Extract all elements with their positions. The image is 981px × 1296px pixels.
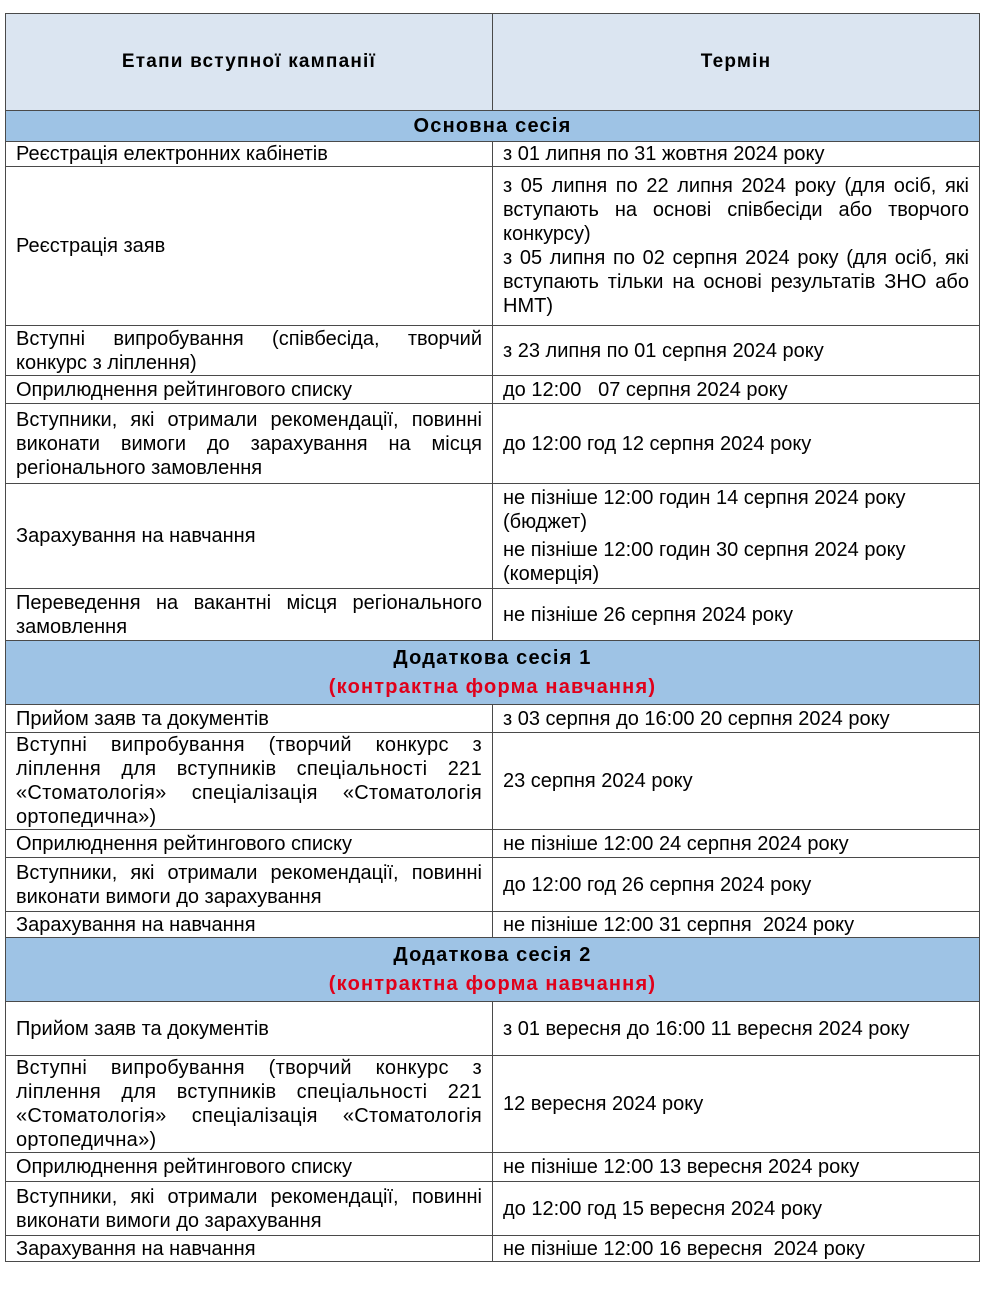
table-row bbox=[6, 484, 980, 589]
term-cell: не пізніше 12:00 31 серпня 2024 року bbox=[493, 912, 980, 938]
stage-cell: Реєстрація заяв bbox=[6, 167, 493, 326]
stage-cell: Вступники, які отримали рекомендації, повинні виконати вимоги до зарахування на місця регіонального замовлення bbox=[6, 404, 493, 484]
term-cell bbox=[493, 167, 980, 326]
table-header-row bbox=[6, 14, 980, 111]
session-title: Додаткова сесія 2 bbox=[393, 943, 592, 966]
header-term: Термін bbox=[493, 14, 980, 111]
table-row bbox=[6, 830, 980, 858]
header-stages: Етапи вступної кампанії bbox=[6, 14, 493, 111]
term-cell: не пізніше 12:00 16 вересня 2024 року bbox=[493, 1236, 980, 1262]
stage-cell: Прийом заяв та документів bbox=[6, 1002, 493, 1056]
stage-cell: Реєстрація електронних кабінетів bbox=[6, 142, 493, 167]
table-row bbox=[6, 589, 980, 641]
table-row bbox=[6, 858, 980, 912]
table-row bbox=[6, 733, 980, 830]
term-cell: 12 вересня 2024 року bbox=[493, 1056, 980, 1153]
table-row bbox=[6, 376, 980, 404]
term-cell: з 01 липня по 31 жовтня 2024 року bbox=[493, 142, 980, 167]
session-title-extra2 bbox=[6, 938, 980, 1002]
session-title: Основна сесія bbox=[413, 115, 572, 137]
table-row bbox=[6, 142, 980, 167]
session-subtitle: (контрактна форма навчання) bbox=[328, 675, 657, 698]
table-row bbox=[6, 1182, 980, 1236]
session-title-main bbox=[6, 111, 980, 142]
stage-cell: Вступники, які отримали рекомендації, повинні виконати вимоги до зарахування bbox=[6, 1182, 493, 1236]
stage-cell: Прийом заяв та документів bbox=[6, 705, 493, 733]
table-row bbox=[6, 705, 980, 733]
term-cell: до 12:00 07 серпня 2024 року bbox=[493, 376, 980, 404]
session-title: Додаткова сесія 1 bbox=[393, 646, 592, 669]
session-header-extra1 bbox=[6, 641, 980, 705]
stage-cell: Оприлюднення рейтингового списку bbox=[6, 830, 493, 858]
term-cell: з 23 липня по 01 серпня 2024 року bbox=[493, 326, 980, 376]
session-header-extra2 bbox=[6, 938, 980, 1002]
stage-cell: Зарахування на навчання bbox=[6, 1236, 493, 1262]
table-row bbox=[6, 912, 980, 938]
session-subtitle: (контрактна форма навчання) bbox=[328, 972, 657, 995]
term-cell: не пізніше 12:00 13 вересня 2024 року bbox=[493, 1153, 980, 1182]
term-cell: не пізніше 26 серпня 2024 року bbox=[493, 589, 980, 641]
stage-cell: Вступні випробування (співбесіда, творчий конкурс з ліплення) bbox=[6, 326, 493, 376]
term-part: не пізніше 12:00 годин 14 серпня 2024 року (бюджет) bbox=[503, 487, 906, 533]
table-row bbox=[6, 404, 980, 484]
table-row bbox=[6, 1153, 980, 1182]
term-cell: до 12:00 год 15 вересня 2024 року bbox=[493, 1182, 980, 1236]
term-part: з 05 липня по 22 липня 2024 року (для осіб, які вступають на основі співбесіди або творчого конкурсу) bbox=[503, 175, 969, 245]
stage-cell: Зарахування на навчання bbox=[6, 912, 493, 938]
stage-cell: Вступники, які отримали рекомендації, повинні виконати вимоги до зарахування bbox=[6, 858, 493, 912]
table-row bbox=[6, 167, 980, 326]
session-title-extra1 bbox=[6, 641, 980, 705]
stage-cell: Переведення на вакантні місця регіонального замовлення bbox=[6, 589, 493, 641]
term-cell: 23 серпня 2024 року bbox=[493, 733, 980, 830]
term-cell: з 03 серпня до 16:00 20 серпня 2024 року bbox=[493, 705, 980, 733]
stage-cell: Оприлюднення рейтингового списку bbox=[6, 1153, 493, 1182]
stage-cell: Оприлюднення рейтингового списку bbox=[6, 376, 493, 404]
table-row bbox=[6, 326, 980, 376]
term-cell: до 12:00 год 26 серпня 2024 року bbox=[493, 858, 980, 912]
term-cell: з 01 вересня до 16:00 11 вересня 2024 року bbox=[493, 1002, 980, 1056]
table-row bbox=[6, 1236, 980, 1262]
stage-cell: Вступні випробування (творчий конкурс з ліплення для вступників спеціальності 221 «Стоматологія» спеціалізація «Стоматологія ортопедична») bbox=[6, 1056, 493, 1153]
term-part: не пізніше 12:00 годин 30 серпня 2024 року (комерція) bbox=[503, 539, 906, 585]
term-cell bbox=[493, 484, 980, 589]
term-cell: не пізніше 12:00 24 серпня 2024 року bbox=[493, 830, 980, 858]
session-header-main bbox=[6, 111, 980, 142]
admission-schedule-table bbox=[5, 13, 980, 1262]
table-row bbox=[6, 1002, 980, 1056]
stage-cell: Вступні випробування (творчий конкурс з ліплення для вступників спеціальності 221 «Стоматологія» спеціалізація «Стоматологія ортопедична») bbox=[6, 733, 493, 830]
table-row bbox=[6, 1056, 980, 1153]
term-part: з 05 липня по 02 серпня 2024 року (для осіб, які вступають тільки на основі результатів ЗНО або НМТ) bbox=[503, 247, 969, 317]
term-cell: до 12:00 год 12 серпня 2024 року bbox=[493, 404, 980, 484]
stage-cell: Зарахування на навчання bbox=[6, 484, 493, 589]
